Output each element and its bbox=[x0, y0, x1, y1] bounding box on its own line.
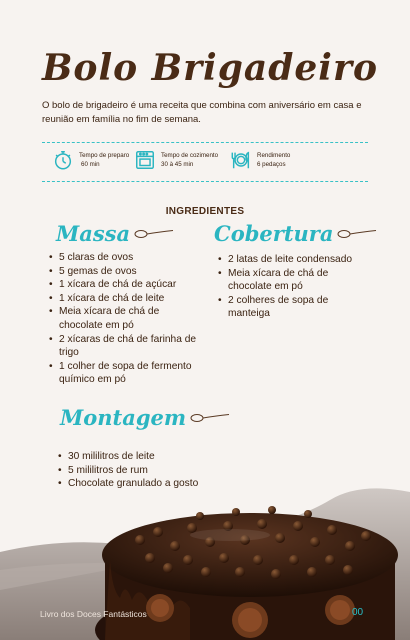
oven-icon bbox=[134, 149, 156, 171]
montagem-title: Montagem bbox=[60, 405, 187, 430]
recipe-title: Bolo Brigadeiro bbox=[42, 47, 378, 89]
cobertura-heading bbox=[214, 221, 377, 247]
yield bbox=[230, 149, 290, 171]
list-item: • 5 mililitros de rum bbox=[58, 464, 258, 478]
list-item: • 5 claras de ovos bbox=[49, 251, 199, 265]
list-item: • 5 gemas de ovos bbox=[49, 265, 199, 279]
list-item: • Chocolate granulado a gosto bbox=[58, 477, 258, 491]
list-item: • 1 xícara de chá de leite bbox=[49, 292, 199, 306]
yield-label: Rendimento bbox=[257, 152, 291, 159]
spoon-icon bbox=[134, 228, 174, 240]
prep-time bbox=[52, 149, 129, 171]
list-item: • Meia xícara de chá de chocolate em pó bbox=[49, 305, 199, 332]
list-item: • 2 colheres de sopa de manteiga bbox=[218, 294, 368, 321]
spoon-icon bbox=[337, 228, 377, 240]
cook-time-value: 30 à 45 min bbox=[161, 161, 194, 168]
cobertura-title: Cobertura bbox=[214, 221, 334, 246]
cook-time bbox=[134, 149, 218, 171]
cobertura-list bbox=[218, 253, 368, 321]
recipe-intro: O bolo de brigadeiro é uma receita que combina com aniversário em casa e reunião em família no fim de semana. bbox=[42, 100, 362, 125]
list-item: • 30 mililitros de leite bbox=[58, 450, 258, 464]
footer-book-title: Livro dos Doces Fantásticos bbox=[40, 609, 147, 619]
page-number: 00 bbox=[352, 607, 364, 618]
list-item: • 1 xícara de chá de açúcar bbox=[49, 278, 199, 292]
prep-time-label: Tempo de preparo bbox=[79, 152, 130, 159]
recipe-info-bar bbox=[42, 142, 368, 182]
montagem-heading bbox=[60, 405, 230, 431]
stopwatch-icon bbox=[52, 149, 74, 171]
massa-heading bbox=[56, 221, 174, 247]
list-item: • Meia xícara de chá de chocolate em pó bbox=[218, 267, 368, 294]
list-item: • 2 xícaras de chá de farinha de trigo bbox=[49, 333, 199, 360]
massa-title: Massa bbox=[56, 221, 131, 246]
ingredients-heading: INGREDIENTES bbox=[165, 206, 245, 217]
cook-time-label: Tempo de cozimento bbox=[161, 152, 219, 159]
list-item: • 1 colher de sopa de fermento químico em pó bbox=[49, 360, 199, 387]
massa-list bbox=[49, 251, 199, 387]
prep-time-value: 60 min bbox=[81, 161, 100, 168]
spoon-icon bbox=[190, 412, 230, 424]
plate-cutlery-icon bbox=[230, 149, 252, 171]
yield-value: 6 pedaços bbox=[257, 161, 286, 168]
list-item: • 2 latas de leite condensado bbox=[218, 253, 368, 267]
